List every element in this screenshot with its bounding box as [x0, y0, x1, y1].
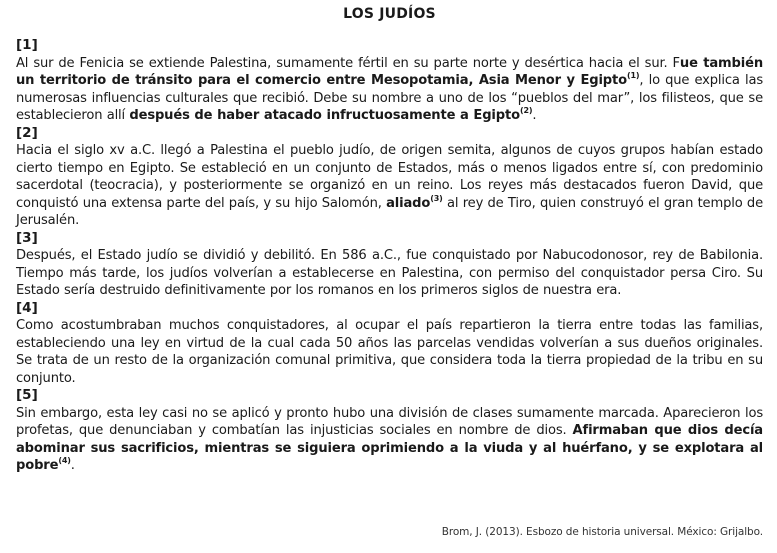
- bold-phrase: Afirmaban que dios decía abominar sus sacrificios, mientras se siguiera oprimiendo a la viuda y al huérfano, y se explotara al pobre: [16, 423, 763, 473]
- section-5: [16, 387, 763, 475]
- bold-phrase: después de haber atacado infructuosamente a Egipto: [129, 108, 520, 123]
- footnote-marker: (3): [430, 193, 443, 203]
- section-4: [16, 300, 763, 388]
- footnote-marker: (2): [519, 106, 533, 115]
- footnote-marker: (4): [58, 456, 71, 465]
- section-2: [16, 125, 763, 230]
- bold-phrase: aliado: [386, 195, 431, 211]
- section-number: [5]: [16, 387, 38, 403]
- section-paragraph: Al sur de Fenicia se extiende Palestina, sumamente fértil en su parte norte y desértica hacia el sur. Fue también un territorio de tránsito para el comercio entre Mesopotamia, Asia Menor y Egipto$^{(1)}$, lo que explica las numerosas influencias culturales que recibió. Debe su nombre a uno de los “pueblos del mar”, los filisteos, que se establecieron allí después de haber atacado infructuosamente a Egipto$^{(2)}$.: [16, 55, 763, 123]
- section-3: [16, 230, 763, 300]
- footnote-marker: (1): [626, 71, 640, 80]
- section-number: [1]: [16, 37, 38, 53]
- section-number: [4]: [16, 299, 38, 316]
- section-number: [3]: [16, 229, 38, 246]
- page-title: LOS JUDÍOS: [343, 6, 436, 22]
- section-paragraph: Como acostumbraban muchos conquistadores, al ocupar el país repartieron la tierra entre todas las familias, estableciendo una ley en virtud de la cual cada 50 años las parcelas vendidas volverían a sus dueños originales. Se trata de un resto de la organización comunal primitiva, que considera toda la tierra propiedad de la tribu en su conjunto.: [16, 318, 763, 386]
- section-1: [16, 37, 763, 125]
- section-paragraph: Hacia el siglo xv a.C. llegó a Palestina el pueblo judío, de origen semita, algunos de cuyos grupos habían estado cierto tiempo en Egipto. Se estableció en un conjunto de Estados, más o menos ligados entre sí, con predominio sacerdotal (teocracia), y posteriormente se organizó en un reino. Los reyes más destacados fueron David, que conquistó una extensa parte del país, y su hijo Salomón, aliado$^{(3)}$ al rey de Tiro, quien construyó el gran templo de Jerusalén.: [16, 143, 763, 228]
- bold-phrase: ue también un territorio de tránsito para el comercio entre Mesopotamia, Asia Menor y Egipto: [16, 55, 763, 88]
- section-paragraph: Después, el Estado judío se dividió y debilitó. En 586 a.C., fue conquistado por Nabucodonosor, rey de Babilonia. Tiempo más tarde, los judíos volverían a establecerse en Palestina, con permiso del conquistador persa Ciro. Su Estado sería destruido definitivamente por los romanos en los primeros siglos de nuestra era.: [16, 248, 763, 298]
- section-number: [2]: [16, 124, 38, 141]
- source-citation: Brom, J. (2013). Esbozo de historia universal. México: Grijalbo.: [441, 526, 763, 538]
- section-paragraph: Sin embargo, esta ley casi no se aplicó y pronto hubo una división de clases sumamente marcada. Aparecieron los profetas, que denunciaban y combatían las injusticias sociales en nombre de dios. Afirmaban que dios decía abominar sus sacrificios, mientras se siguiera oprimiendo a la viuda y al huérfano, y se explotara al pobre$^{(4)}$.: [16, 405, 763, 473]
